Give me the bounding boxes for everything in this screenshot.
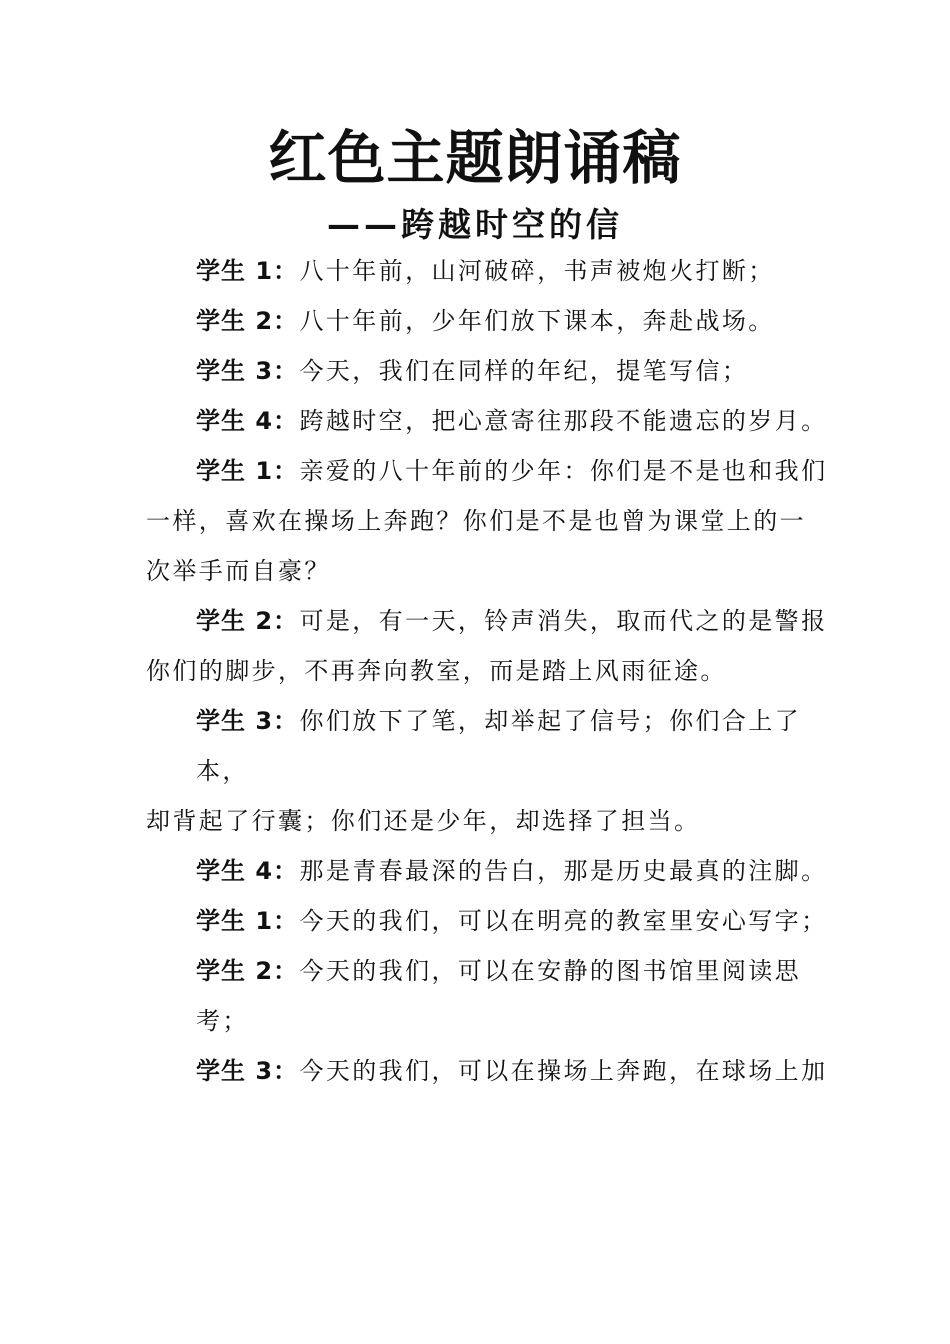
script-line-continuation	[196, 1003, 249, 1039]
speaker-label: 学生 2	[196, 607, 274, 635]
script-line-continuation	[146, 503, 806, 539]
script-line: 学生 1：今天的我们，可以在明亮的教室里安心写字；	[196, 907, 828, 935]
script-line: 学生 3：你们放下了笔，却举起了信号；你们合上了	[196, 707, 802, 735]
script-line: 学生 2：八十年前，少年们放下课本，奔赴战场。	[196, 307, 775, 335]
line-text: 今天的我们，可以在操场上奔跑，在球场上加	[299, 1057, 828, 1085]
line-text: 考；	[196, 1007, 249, 1035]
script-line: 学生 3：今天的我们，可以在操场上奔跑，在球场上加	[196, 1057, 828, 1085]
line-text: 八十年前，山河破碎，书声被炮火打断；	[299, 257, 775, 285]
line-text: 你们的脚步，不再奔向教室，而是踏上风雨征途。	[146, 657, 727, 685]
line-text: 本，	[196, 757, 249, 785]
line-text: 你们放下了笔，却举起了信号；你们合上了	[299, 707, 802, 735]
line-text: 亲爱的八十年前的少年：你们是不是也和我们	[299, 457, 828, 485]
line-text: 今天的我们，可以在安静的图书馆里阅读思	[299, 957, 802, 985]
speaker-label: 学生 3	[196, 1057, 274, 1085]
line-text: 一样，喜欢在操场上奔跑？你们是不是也曾为课堂上的一	[146, 507, 806, 535]
speaker-label: 学生 4	[196, 407, 274, 435]
document-title: 红色主题朗诵稿	[268, 124, 682, 192]
script-line: 学生 2：今天的我们，可以在安静的图书馆里阅读思	[196, 957, 802, 985]
line-text: 跨越时空，把心意寄往那段不能遗忘的岁月。	[299, 407, 828, 435]
speaker-label: 学生 3	[196, 707, 274, 735]
line-text: 那是青春最深的告白，那是历史最真的注脚。	[299, 857, 828, 885]
speaker-label: 学生 3	[196, 357, 274, 385]
speaker-label: 学生 4	[196, 857, 274, 885]
speaker-label: 学生 2	[196, 957, 274, 985]
speaker-label: 学生 1	[196, 907, 274, 935]
script-line: 学生 4：跨越时空，把心意寄往那段不能遗忘的岁月。	[196, 407, 828, 435]
line-text: 可是，有一天，铃声消失，取而代之的是警报	[299, 607, 828, 635]
script-line: 学生 1：亲爱的八十年前的少年：你们是不是也和我们	[196, 457, 828, 485]
script-line: 学生 2：可是，有一天，铃声消失，取而代之的是警报	[196, 607, 828, 635]
script-line: 学生 3：今天，我们在同样的年纪，提笔写信；	[196, 357, 749, 385]
speaker-label: 学生 1	[196, 457, 274, 485]
speaker-label: 学生 1	[196, 257, 274, 285]
script-line-continuation	[146, 553, 331, 589]
script-line-continuation	[146, 653, 727, 689]
document-subtitle: ——跨越时空的信	[327, 205, 623, 244]
script-line-continuation	[196, 753, 249, 789]
line-text: 今天的我们，可以在明亮的教室里安心写字；	[299, 907, 828, 935]
line-text: 八十年前，少年们放下课本，奔赴战场。	[299, 307, 775, 335]
script-line: 学生 1：八十年前，山河破碎，书声被炮火打断；	[196, 257, 775, 285]
script-line-continuation	[146, 803, 700, 839]
line-text: 却背起了行囊；你们还是少年，却选择了担当。	[146, 807, 701, 835]
line-text: 今天，我们在同样的年纪，提笔写信；	[299, 357, 749, 385]
script-line: 学生 4：那是青春最深的告白，那是历史最真的注脚。	[196, 857, 828, 885]
line-text: 次举手而自豪？	[146, 557, 331, 585]
speaker-label: 学生 2	[196, 307, 274, 335]
